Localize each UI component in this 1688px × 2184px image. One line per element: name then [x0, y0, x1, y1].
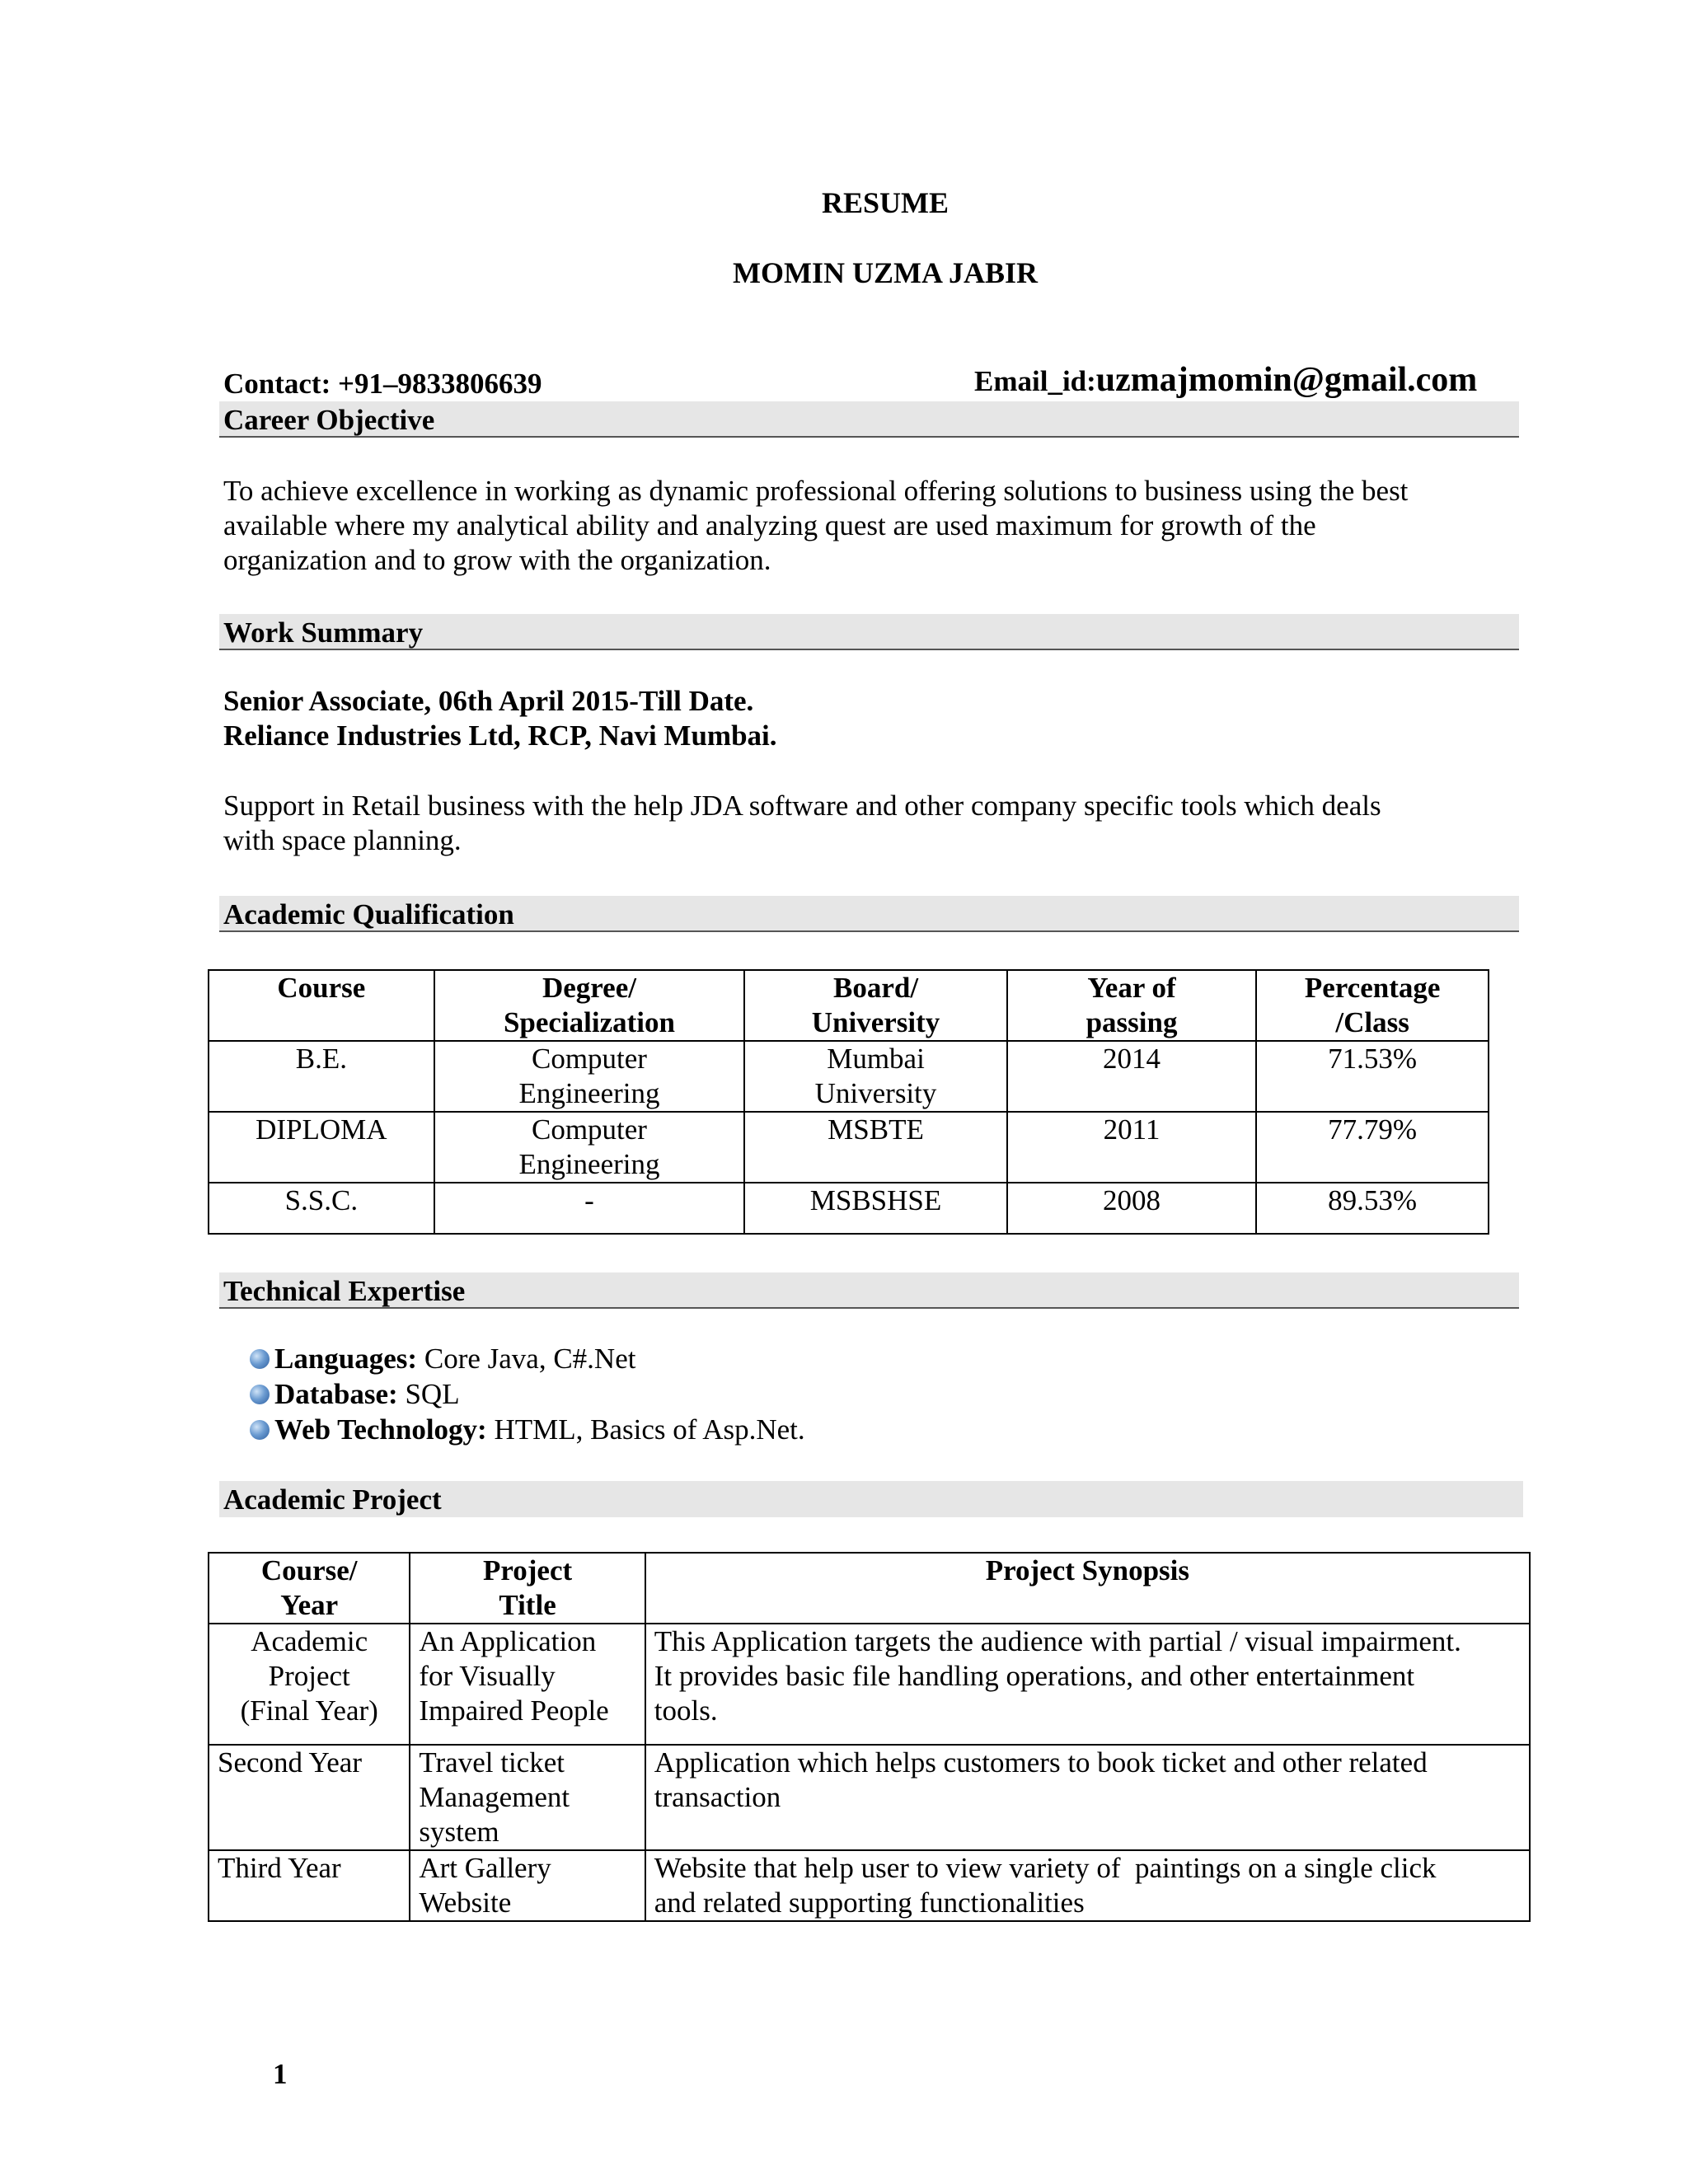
header-text: Project Synopsis — [985, 1554, 1190, 1586]
technical-expertise-list — [250, 1341, 805, 1447]
cell-year: 2014 — [1007, 1041, 1256, 1112]
work-company: Reliance Industries Ltd, RCP, Navi Mumbai. — [223, 719, 777, 752]
globe-bullet-icon — [250, 1349, 270, 1369]
cell-course-year — [209, 1624, 410, 1745]
cell-text: This Application targets the audience with partial / visual impairment. — [654, 1625, 1461, 1657]
expertise-value: Core Java, C#.Net — [417, 1343, 636, 1375]
cell-year: 2011 — [1007, 1112, 1256, 1183]
table-header-row — [209, 1553, 1530, 1624]
header-text: Specialization — [503, 1006, 675, 1038]
cell-text: Third Year — [218, 1852, 341, 1884]
header-text: passing — [1085, 1006, 1178, 1038]
cell-degree — [434, 1112, 745, 1183]
career-objective-line: available where my analytical ability and analyzing quest are used maximum for growth of the — [223, 509, 1316, 541]
cell-text: Second Year — [218, 1746, 362, 1779]
cell-percentage: 89.53% — [1256, 1183, 1489, 1234]
page-number: 1 — [273, 2058, 288, 2090]
column-header-project-synopsis — [645, 1553, 1530, 1624]
cell-text: (Final Year) — [240, 1694, 378, 1727]
header-text: Year — [280, 1589, 339, 1621]
cell-text: Application which helps customers to book ticket and other related — [654, 1746, 1428, 1779]
cell-text: Website — [419, 1886, 512, 1919]
work-summary-heading: Work Summary — [223, 616, 424, 649]
work-description-line: with space planning. — [223, 824, 462, 856]
column-header-degree — [434, 970, 745, 1041]
contact-line — [223, 366, 542, 401]
cell-text: tools. — [654, 1694, 718, 1727]
cell-text: An Application — [419, 1625, 597, 1657]
email-line — [974, 363, 1477, 399]
cell-text: It provides basic file handling operations, and other entertainment — [654, 1660, 1415, 1692]
table-row — [209, 1745, 1530, 1850]
cell-text: Academic — [251, 1625, 368, 1657]
cell-year: 2008 — [1007, 1183, 1256, 1234]
header-text: Board/ — [832, 972, 919, 1004]
expertise-label: Languages: — [274, 1343, 418, 1375]
work-description-line: Support in Retail business with the help JDA software and other company specific tools which deals — [223, 790, 1381, 822]
cell-degree: - — [434, 1183, 745, 1234]
cell-course: B.E. — [209, 1041, 434, 1112]
cell-text: transaction — [654, 1781, 781, 1813]
table-row — [209, 1183, 1489, 1234]
cell-project-synopsis — [645, 1624, 1530, 1745]
cell-board: MSBTE — [744, 1112, 1007, 1183]
cell-text: system — [419, 1816, 499, 1848]
cell-text: and related supporting functionalities — [654, 1886, 1085, 1919]
globe-bullet-icon — [250, 1420, 270, 1440]
cell-text: Engineering — [518, 1077, 660, 1109]
cell-text: Art Gallery — [419, 1852, 551, 1884]
resume-title: RESUME — [821, 186, 950, 219]
table-header-row — [209, 970, 1489, 1041]
cell-percentage: 71.53% — [1256, 1041, 1489, 1112]
candidate-name: MOMIN UZMA JABIR — [733, 256, 1038, 289]
cell-text: Project — [268, 1660, 350, 1692]
contact-label: Contact: — [223, 368, 338, 400]
email-address: uzmajmomin@gmail.com — [1095, 361, 1478, 399]
column-header-course-year — [209, 1553, 410, 1624]
column-header-course — [209, 970, 434, 1041]
cell-text: Mumbai — [827, 1043, 925, 1075]
expertise-label: Database: — [274, 1378, 398, 1410]
list-item — [250, 1341, 805, 1376]
work-description — [223, 789, 1509, 858]
column-header-year — [1007, 970, 1256, 1041]
table-row — [209, 1624, 1530, 1745]
cell-text: University — [814, 1077, 937, 1109]
technical-expertise-heading: Technical Expertise — [223, 1275, 466, 1307]
table-row — [209, 1112, 1489, 1183]
email-label: Email_id: — [974, 365, 1096, 397]
header-text: Course/ — [260, 1554, 358, 1586]
header-text: Percentage — [1304, 972, 1441, 1004]
column-header-board — [744, 970, 1007, 1041]
globe-bullet-icon — [250, 1385, 270, 1404]
header-text: University — [811, 1006, 940, 1038]
header-text: Year of — [1087, 972, 1176, 1004]
header-text: Degree/ — [542, 972, 636, 1004]
career-objective-text — [223, 474, 1509, 578]
column-header-project-title — [410, 1553, 645, 1624]
expertise-value: HTML, Basics of Asp.Net. — [486, 1413, 805, 1446]
expertise-label: Web Technology: — [274, 1413, 487, 1446]
cell-text: Engineering — [518, 1148, 660, 1180]
cell-project-synopsis — [645, 1745, 1530, 1850]
work-role: Senior Associate, 06th April 2015-Till Date. — [223, 685, 754, 717]
list-item — [250, 1412, 805, 1447]
academic-qualification-heading: Academic Qualification — [223, 898, 514, 930]
cell-project-title — [410, 1850, 645, 1921]
cell-project-synopsis — [645, 1850, 1530, 1921]
academic-project-table — [208, 1552, 1531, 1922]
cell-course: DIPLOMA — [209, 1112, 434, 1183]
career-objective-line: organization and to grow with the organization. — [223, 544, 771, 576]
cell-board — [744, 1041, 1007, 1112]
cell-text: Travel ticket — [419, 1746, 565, 1779]
cell-text: for Visually — [419, 1660, 556, 1692]
header-text: Course — [277, 972, 366, 1004]
cell-text: Computer — [531, 1043, 647, 1075]
cell-board: MSBSHSE — [744, 1183, 1007, 1234]
contact-phone: +91–9833806639 — [338, 368, 542, 400]
cell-text: Impaired People — [419, 1694, 609, 1727]
header-text: Title — [499, 1589, 556, 1621]
career-objective-line: To achieve excellence in working as dynamic professional offering solutions to business using the best — [223, 475, 1409, 507]
cell-course: S.S.C. — [209, 1183, 434, 1234]
cell-project-title — [410, 1745, 645, 1850]
cell-degree — [434, 1041, 745, 1112]
cell-text: Management — [419, 1781, 570, 1813]
list-item — [250, 1376, 805, 1412]
header-text: Project — [482, 1554, 573, 1586]
cell-text: Website that help user to view variety of paintings on a single click — [654, 1852, 1437, 1884]
column-header-percentage — [1256, 970, 1489, 1041]
cell-percentage: 77.79% — [1256, 1112, 1489, 1183]
cell-course-year — [209, 1850, 410, 1921]
academic-project-heading: Academic Project — [223, 1483, 442, 1516]
expertise-value: SQL — [397, 1378, 460, 1410]
cell-course-year — [209, 1745, 410, 1850]
cell-text: Computer — [531, 1113, 647, 1146]
table-row — [209, 1041, 1489, 1112]
cell-project-title — [410, 1624, 645, 1745]
table-row — [209, 1850, 1530, 1921]
career-objective-heading: Career Objective — [223, 404, 435, 436]
header-text: /Class — [1335, 1006, 1409, 1038]
academic-qualification-table — [208, 969, 1489, 1235]
